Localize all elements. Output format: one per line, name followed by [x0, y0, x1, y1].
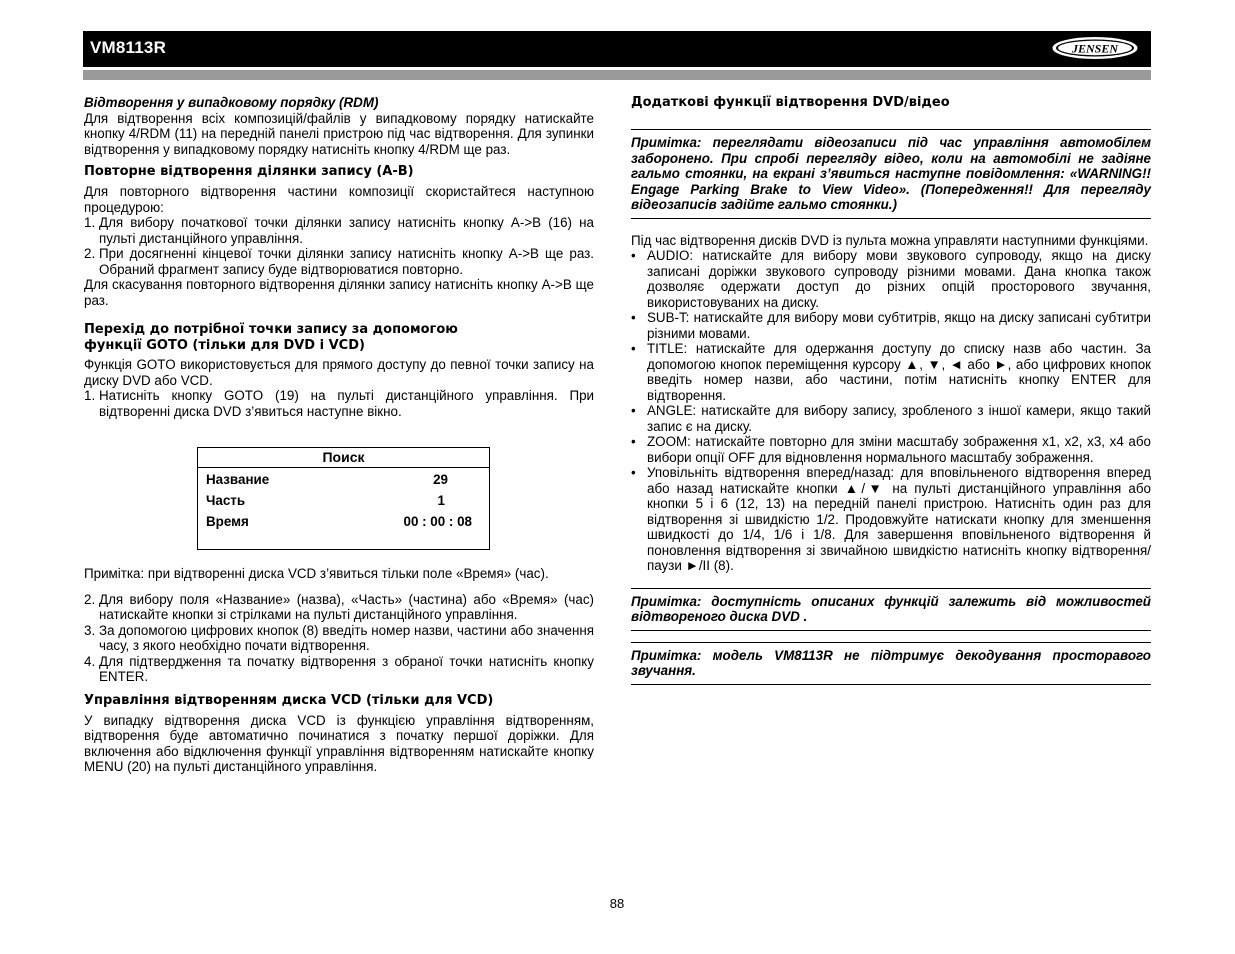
- right-column: [631, 95, 1151, 685]
- page-number: 88: [609, 896, 625, 911]
- availability-note: Примітка: доступність описаних функцій залежить від можливостей відтвореного диска DVD .: [631, 588, 1151, 631]
- list-item: 2. Для вибору поля «Название» (назва), «Часть» (частина) або «Время» (час) натискайте кнопки зі стрілками на пульті дистанційного управління.: [84, 591, 594, 622]
- list-item: • Уповільніть відтворення вперед/назад: для вповільненого відтворення вперед або назад натискайте кнопки ▲/▼ на пульті дистанційного управління або кнопки 5 і 6 (12, 13) на передній панелі пристрою. Натисніть один раз для відтворення зі швидкістю 1/2. Продовжуйте натискати кнопку для зменшення швидкості до 1/4, 1/6 і 1/8. Для завершення вповільненого відтворення й поновлення відтворення зі звичайною швидкістю натисніть кнопку відтворення/паузи ►/II (8).: [631, 465, 1151, 574]
- rdm-paragraph: Для відтворення всіх композицій/файлів у випадковому порядку натискайте кнопку 4/RDM (11) на передній панелі пристрою під час відтворення. Для зупинки відтворення у випадковому порядку натисніть кнопку 4/RDM ще раз.: [84, 110, 594, 157]
- brand-text: JENSEN: [1071, 41, 1119, 56]
- header-gray-stripe: [83, 70, 1151, 80]
- goto-text: Функція GOTO використовується для прямого доступу до певної точки запису на диску DVD або VCD.: [84, 357, 594, 388]
- ab-intro: Для повторного відтворення частини композиції скористайтеся наступною процедурою:: [84, 184, 594, 215]
- surround-note: Примітка: модель VM8113R не підтримує декодування просторавого звучання.: [631, 642, 1151, 685]
- vcd-note: Примітка: при відтворенні диска VCD з’явиться тільки поле «Время» (час).: [84, 566, 549, 581]
- model-title: VM8113R: [90, 38, 167, 57]
- search-dialog: [197, 447, 490, 550]
- search-dialog-title: Поиск: [198, 448, 489, 468]
- dvd-functions-list: [631, 248, 1151, 574]
- list-item: • SUB-T: натискайте для вибору мови субтитрів, якщо на диску записані субтитри різними мовами.: [631, 310, 1151, 341]
- list-item: • TITLE: натискайте для одержання доступу до списку назв або частин. За допомогою кнопок переміщення курсору ▲, ▼, ◄ або ►, або цифрових кнопок введіть номер назви, або частини, потім натисніть кнопку ENTER для відтворення.: [631, 341, 1151, 403]
- vcd-control-text: У випадку відтворення диска VCD із функцією управління відтворенням, відтворення буде автоматично починатися з початку першої доріжки. Для включення або відключення функції управління відтворенням натискайте кнопку MENU (20) на пульті дистанційного управління.: [84, 712, 594, 774]
- rdm-heading: Відтворення у випадковому порядку (RDM): [84, 95, 379, 110]
- ab-repeat-heading: Повторне відтворення ділянки запису (A-B): [84, 164, 414, 179]
- list-item: • ZOOM: натискайте повторно для зміни масштабу зображення x1, x2, x3, x4 або вибори опції OFF для відновлення нормального масштабу зображення.: [631, 434, 1151, 465]
- list-item: 1. Для вибору початкової точки ділянки запису натисніть кнопку A->B (16) на пульті дистанційного управління.: [84, 215, 594, 246]
- dvd-intro: Під час відтворення дисків DVD із пульта можна управляти наступними функціями.: [631, 232, 1149, 248]
- goto-heading: Перехід до потрібної точки запису за допомогою функції GOTO (тільки для DVD і VCD): [84, 322, 458, 353]
- list-item: • AUDIO: натискайте для вибору мови звукового супроводу, якщо на диску записані доріжки звукового супроводу різними мовами. Дана кнопка також дозволяє одержати доступ до різних опцій просторового звучання, використовуваних на диску.: [631, 248, 1151, 310]
- header-bar: [83, 31, 1151, 67]
- vcd-control-heading: Управління відтворенням диска VCD (тільки для VCD): [84, 692, 494, 708]
- left-column: [84, 95, 594, 775]
- ab-steps-list: [84, 215, 594, 277]
- list-item: • ANGLE: натискайте для вибору запису, зробленого з іншої камери, якщо такий запис є на диску.: [631, 403, 1151, 434]
- search-row-title: Название 29: [206, 472, 448, 487]
- list-item: 1. Натисніть кнопку GOTO (19) на пульті дистанційного управління. При відтворенні диска DVD з’явиться наступне вікно.: [84, 388, 594, 419]
- list-item: 3. За допомогою цифрових кнопок (8) введіть номер назви, частини або значення часу, з якого необхідно почати відтворення.: [84, 622, 594, 653]
- jensen-logo: [1051, 36, 1139, 60]
- search-row-chapter: Часть 1: [206, 493, 445, 508]
- ab-cancel-text: Для скасування повторного відтворення ділянки запису натисніть кнопку A->B ще раз.: [84, 277, 594, 308]
- dvd-functions-heading: Додаткові функції відтворення DVD/відео: [631, 95, 950, 110]
- search-row-time: Время 00 : 00 : 08: [206, 514, 472, 529]
- list-item: 4. Для підтвердження та початку відтворення з обраної точки натисніть кнопку ENTER.: [84, 653, 594, 684]
- goto-step-1: [84, 388, 594, 419]
- parking-brake-note: Примітка: переглядати відеозаписи під час управління автомобілем заборонено. При спробі перегляду відео, коли на автомобілі не задіяне гальмо стоянки, на екрані з’явиться наступне повідомлення: «WARNING!! Engage Parking Brake to View Video». (Попередження!! Для перегляду відеозаписів задійте гальмо стоянки.): [631, 129, 1151, 219]
- goto-steps-more: [84, 592, 594, 685]
- list-item: 2. При досягненні кінцевої точки ділянки запису натисніть кнопку A->B ще раз. Обраний фрагмент запису буде відтворюватися повторно.: [84, 246, 594, 277]
